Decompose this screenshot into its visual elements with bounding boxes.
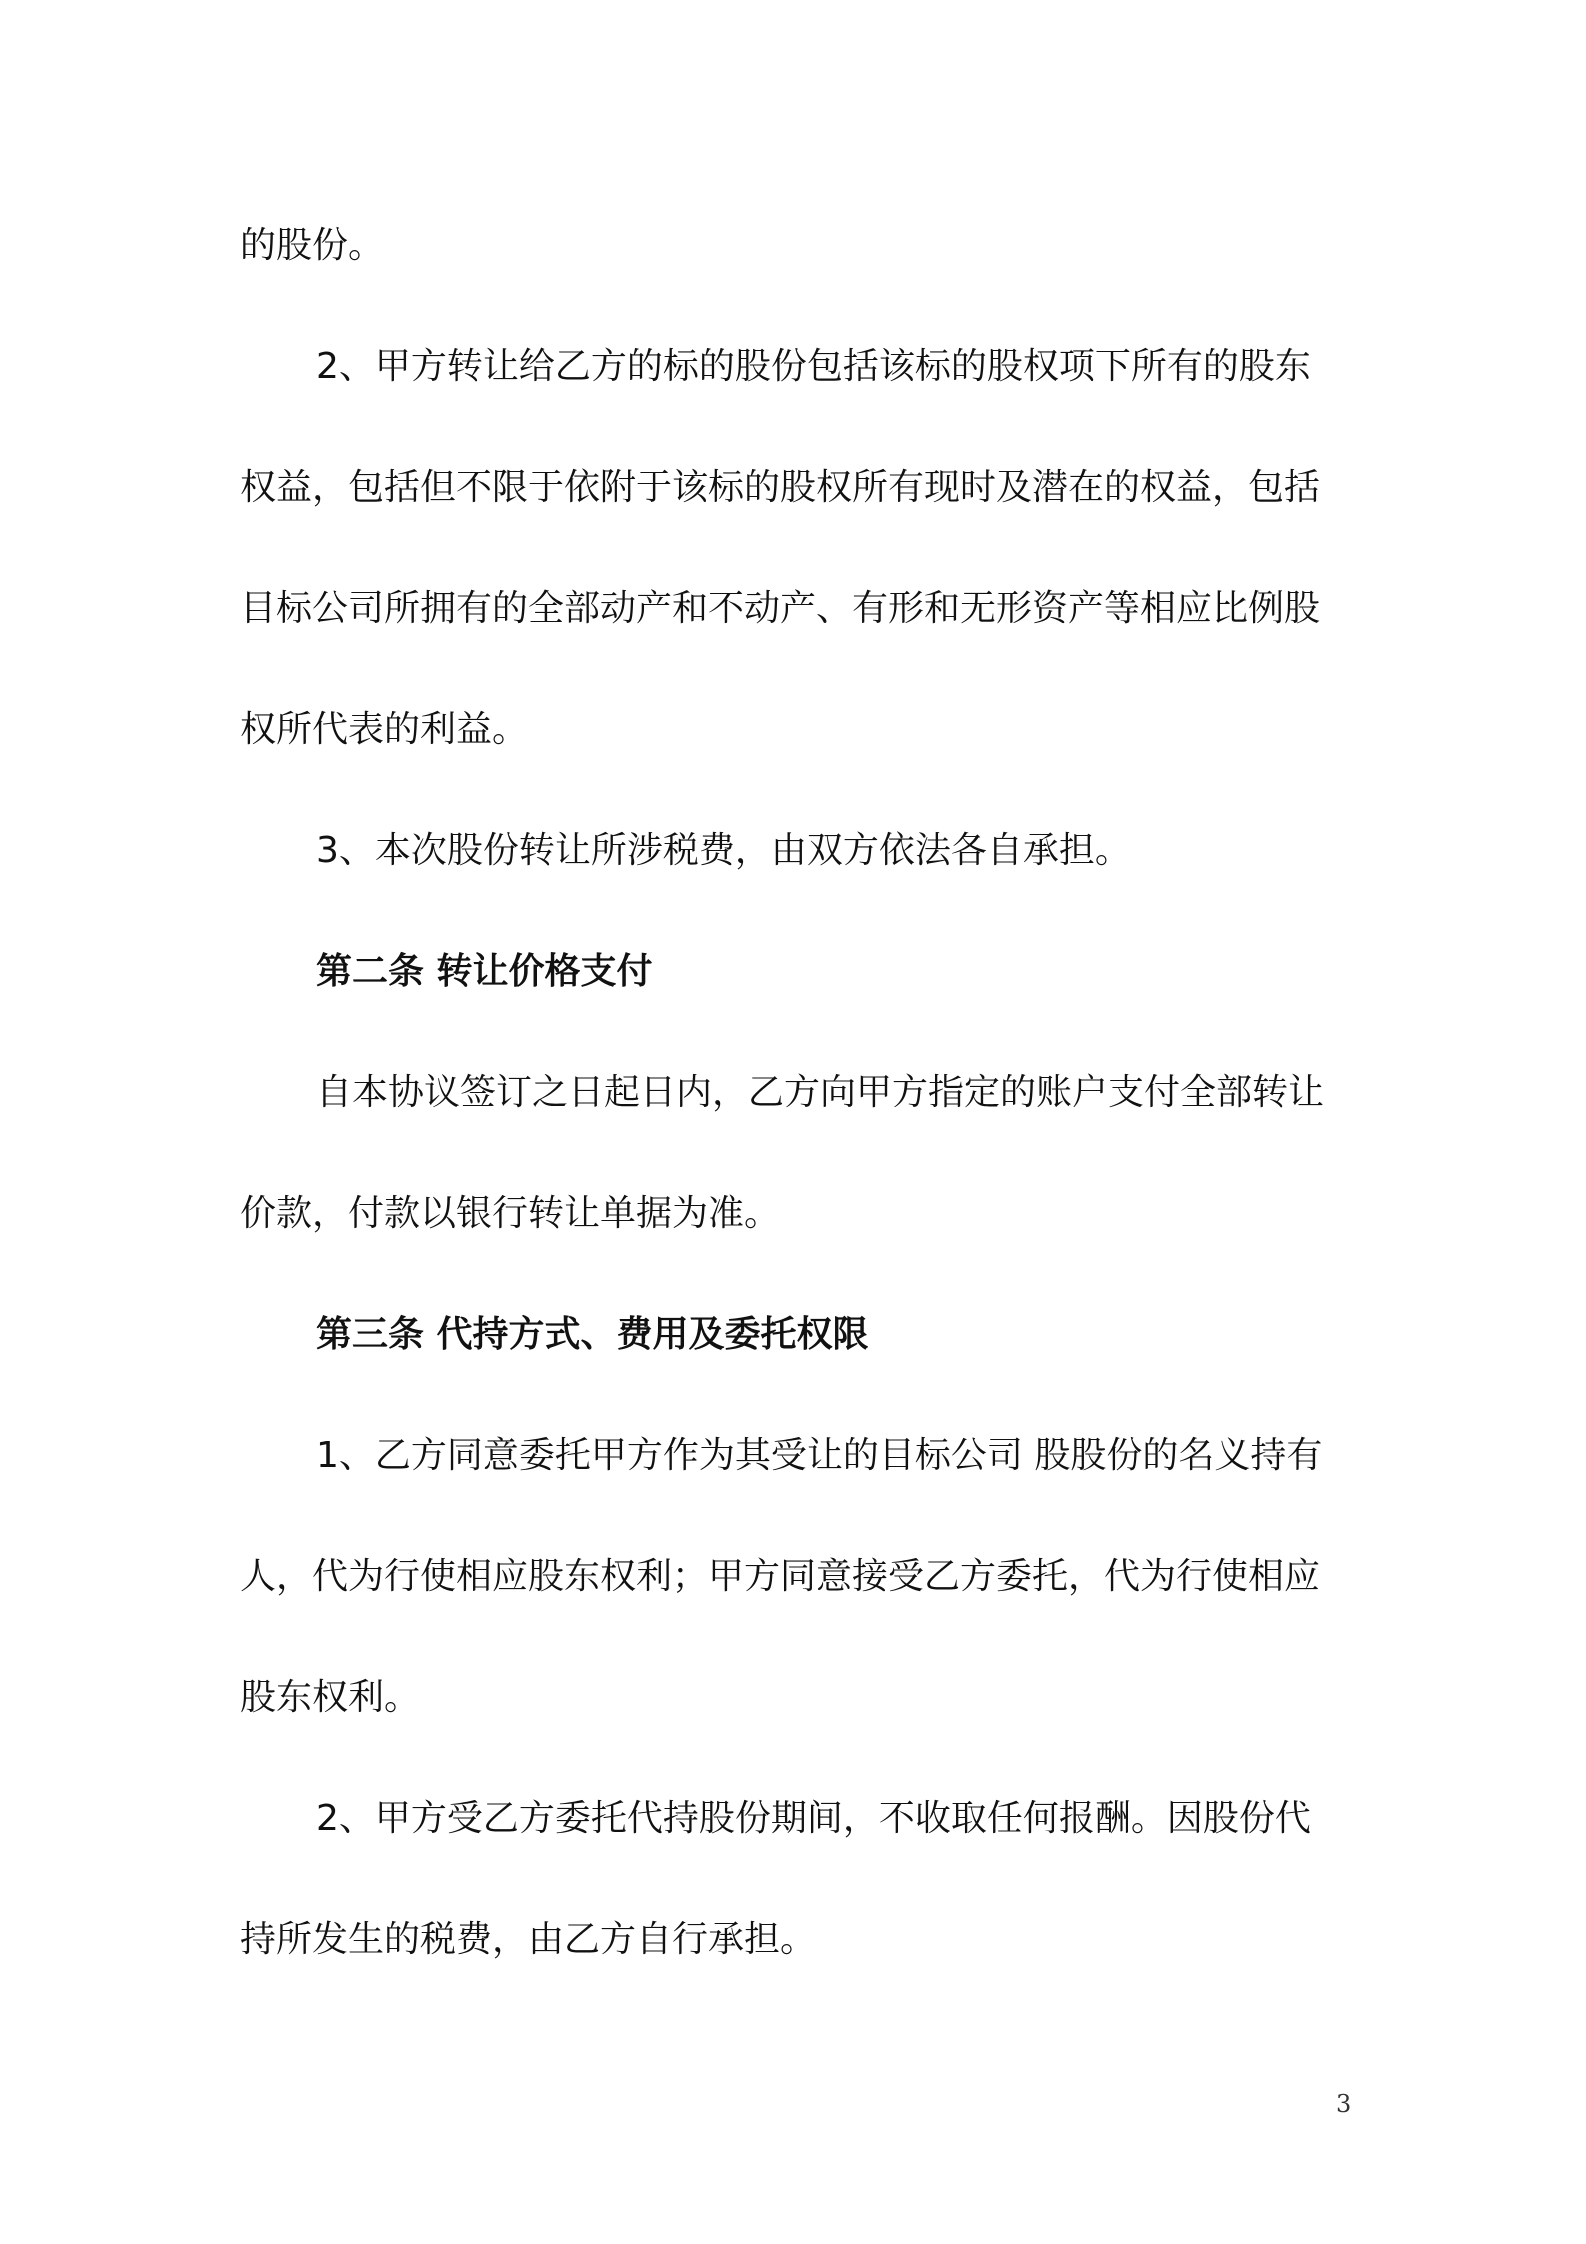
section-heading: 第三条 代持方式、费用及委托权限: [316, 1314, 869, 1355]
paragraph-line: 人，代为行使相应股东权利；甲方同意接受乙方委托，代为行使相应: [240, 1556, 1321, 1597]
paragraph-line: 2、甲方受乙方委托代持股份期间，不收取任何报酬。因股份代: [316, 1798, 1311, 1839]
paragraph-line: 自本协议签订之日起日内，乙方向甲方指定的账户支付全部转让: [316, 1072, 1325, 1113]
paragraph-line: 目标公司所拥有的全部动产和不动产、有形和无形资产等相应比例股: [240, 588, 1321, 629]
paragraph-line: 1、乙方同意委托甲方作为其受让的目标公司 股股份的名义持有: [316, 1435, 1323, 1476]
section-heading: 第二条 转让价格支付: [316, 951, 653, 992]
paragraph-line: 2、甲方转让给乙方的标的股份包括该标的股权项下所有的股东: [316, 346, 1311, 387]
paragraph-line: 3、本次股份转让所涉税费，由双方依法各自承担。: [316, 830, 1131, 871]
paragraph-line: 权益，包括但不限于依附于该标的股权所有现时及潜在的权益，包括: [240, 467, 1321, 508]
paragraph-line: 权所代表的利益。: [240, 709, 529, 750]
page-number: 3: [1336, 2090, 1352, 2118]
paragraph-line: 价款，付款以银行转让单据为准。: [240, 1193, 781, 1234]
paragraph-line: 的股份。: [240, 225, 385, 266]
paragraph-line: 持所发生的税费，由乙方自行承担。: [240, 1919, 817, 1960]
paragraph-line: 股东权利。: [240, 1677, 421, 1718]
